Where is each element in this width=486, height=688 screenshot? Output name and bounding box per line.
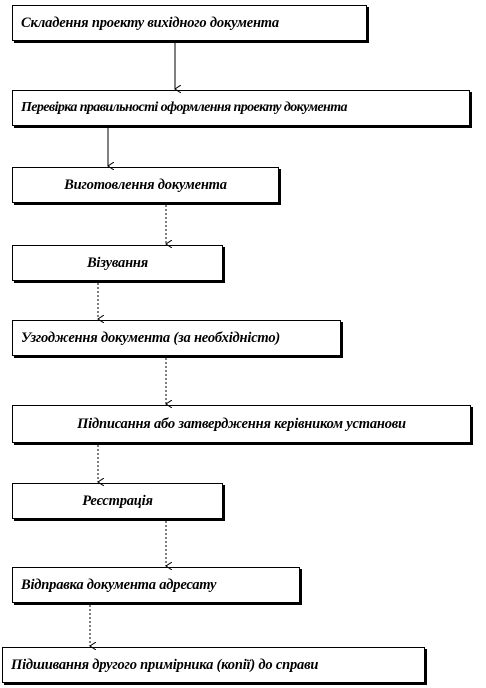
step-registration — [12, 483, 223, 519]
step-endorsement-label: Візування — [86, 254, 149, 271]
step-dispatch-label: Відправка документа адресату — [21, 576, 217, 593]
step-approval-label: Узгодження документа (за необхідністо) — [21, 329, 280, 346]
step-signing — [12, 405, 471, 443]
step-approval — [12, 320, 341, 356]
step-format-check-label: Перевірка правильності оформлення проекту документа — [21, 100, 347, 115]
step-endorsement — [12, 245, 223, 281]
step-drafting-label: Складення проекту вихідного документа — [21, 14, 279, 31]
step-format-check — [12, 90, 470, 126]
step-production — [12, 167, 279, 203]
step-filing — [2, 647, 425, 683]
step-filing-label: Підшивання другого примірника (копії) до справи — [11, 656, 319, 673]
step-production-label: Виготовлення документа — [64, 176, 227, 193]
step-registration-label: Реєстрація — [82, 492, 153, 509]
step-signing-label: Підписання або затвердження керівником установи — [77, 415, 406, 432]
step-dispatch — [12, 567, 300, 603]
step-drafting — [12, 5, 367, 41]
